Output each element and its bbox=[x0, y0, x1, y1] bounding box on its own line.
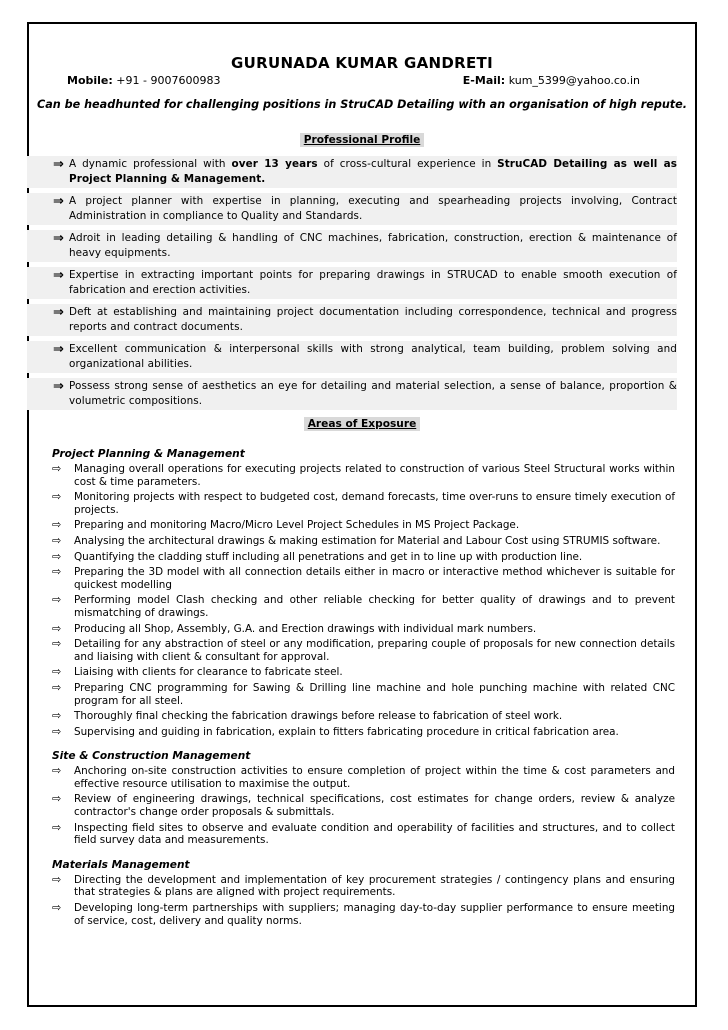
list-item bbox=[52, 822, 675, 847]
outline-arrow-icon: ⇨ bbox=[52, 901, 62, 915]
outline-arrow-icon: ⇨ bbox=[52, 709, 62, 723]
list-item bbox=[52, 566, 675, 591]
outline-arrow-icon: ⇨ bbox=[52, 533, 62, 547]
mobile-value: +91 - 9007600983 bbox=[116, 74, 221, 87]
double-arrow-icon: ⇒ bbox=[53, 157, 64, 172]
group-title: Site & Construction Management bbox=[52, 750, 251, 763]
list-item-text: Inspecting field sites to observe and evaluate condition and operability of facilities and structures, and to collect field survey data and measurements. bbox=[74, 821, 675, 847]
list-item bbox=[52, 902, 675, 927]
outline-arrow-icon: ⇨ bbox=[52, 637, 62, 651]
objective-statement: Can be headhunted for challenging positions in StruCAD Detailing with an organisation of high repute. bbox=[36, 98, 687, 111]
list-item-text: Preparing the 3D model with all connection details either in macro or interactive method whichever is suitable for quickest modelling bbox=[74, 566, 675, 591]
email-contact bbox=[463, 74, 640, 87]
email-label: E-Mail: bbox=[462, 74, 506, 87]
outline-arrow-icon: ⇨ bbox=[52, 792, 62, 806]
list-item bbox=[52, 594, 675, 619]
profile-text: Deft at establishing and maintaining project documentation including correspondence, technical and progress reports and contract documents. bbox=[69, 306, 677, 333]
list-item-text: Preparing CNC programming for Sawing & Drilling line machine and hole punching machine with related CNC program for all steel. bbox=[74, 681, 675, 707]
profile-text: Expertise in extracting important points for preparing drawings in STRUCAD to enable smooth execution of fabrication and erection activities. bbox=[69, 269, 677, 296]
profile-item bbox=[27, 156, 677, 188]
profile-text: of cross-cultural experience in bbox=[317, 158, 498, 170]
list-item bbox=[52, 874, 675, 899]
list-item-text: Performing model Clash checking and other reliable checking for better quality of drawings and to prevent mismatching of drawings. bbox=[74, 594, 675, 619]
list-item bbox=[52, 551, 675, 564]
list-item-text: Liaising with clients for clearance to fabricate steel. bbox=[74, 666, 343, 679]
outline-arrow-icon: ⇨ bbox=[52, 549, 62, 563]
list-item bbox=[52, 666, 675, 679]
section-title-text: Professional Profile bbox=[300, 133, 425, 147]
group-title: Project Planning & Management bbox=[52, 448, 245, 460]
outline-arrow-icon: ⇨ bbox=[52, 724, 62, 738]
list-item bbox=[52, 638, 675, 663]
profile-highlight: over 13 years bbox=[231, 158, 318, 170]
list-item-text: Managing overall operations for executing projects related to construction of various Steel Structural works within cost & time parameters. bbox=[74, 463, 675, 488]
profile-text: Adroit in leading detailing & handling of CNC machines, fabrication, construction, erection & maintenance of heavy equipments. bbox=[69, 232, 677, 259]
list-item bbox=[52, 519, 675, 532]
list-item-text: Anchoring on-site construction activities to ensure completion of project within the time & cost parameters and effective resource utilisation to maximise the output. bbox=[74, 765, 675, 790]
list-item-text: Producing all Shop, Assembly, G.A. and Erection drawings with individual mark numbers. bbox=[74, 622, 537, 635]
outline-arrow-icon: ⇨ bbox=[52, 490, 62, 504]
areas-of-exposure-list bbox=[52, 448, 675, 930]
outline-arrow-icon: ⇨ bbox=[52, 872, 62, 886]
group-spacer bbox=[52, 741, 675, 750]
candidate-name: GURUNADA KUMAR GANDRETI bbox=[231, 54, 493, 72]
list-item bbox=[52, 463, 675, 488]
list-item-text: Thoroughly final checking the fabrication drawings before release to fabrication of steel work. bbox=[74, 710, 563, 723]
list-item bbox=[52, 765, 675, 790]
list-item bbox=[52, 535, 675, 548]
double-arrow-icon: ⇒ bbox=[53, 231, 64, 246]
profile-item bbox=[27, 378, 677, 410]
list-item-text: Quantifying the cladding stuff including all penetrations and get in to line up with production line. bbox=[74, 550, 583, 563]
double-arrow-icon: ⇒ bbox=[53, 305, 64, 320]
profile-text: Excellent communication & interpersonal skills with strong analytical, team building, problem solving and organizational abilities. bbox=[69, 343, 677, 370]
list-item-text: Developing long-term partnerships with suppliers; managing day-to-day supplier performance to ensure meeting of service, cost, delivery and quality norms. bbox=[74, 902, 675, 927]
profile-item bbox=[27, 341, 677, 373]
list-item bbox=[52, 710, 675, 723]
profile-text: A project planner with expertise in planning, executing and spearheading projects involving, Contract Administration in compliance to Quality and Standards. bbox=[69, 195, 677, 222]
list-item-text: Directing the development and implementation of key procurement strategies / contingency plans and ensuring that strategies & plans are aligned with project requirements. bbox=[74, 873, 675, 899]
outline-arrow-icon: ⇨ bbox=[52, 680, 62, 694]
profile-item bbox=[27, 193, 677, 225]
profile-text: A dynamic professional with bbox=[69, 158, 232, 170]
email-value: kum_5399@yahoo.co.in bbox=[508, 74, 640, 87]
list-item-text: Preparing and monitoring Macro/Micro Level Project Schedules in MS Project Package. bbox=[74, 519, 520, 532]
mobile-contact bbox=[67, 74, 220, 87]
list-item bbox=[52, 682, 675, 707]
mobile-label: Mobile: bbox=[67, 74, 113, 87]
section-title-text: Areas of Exposure bbox=[304, 417, 421, 431]
outline-arrow-icon: ⇨ bbox=[52, 593, 62, 607]
professional-profile-list bbox=[27, 156, 677, 415]
list-item-text: Monitoring projects with respect to budgeted cost, demand forecasts, time over-runs to ensure timely execution of projects. bbox=[74, 491, 675, 516]
double-arrow-icon: ⇒ bbox=[53, 268, 64, 283]
list-item-text: Analysing the architectural drawings & making estimation for Material and Labour Cost using STRUMIS software. bbox=[74, 534, 661, 547]
list-item bbox=[52, 726, 675, 739]
section-title-professional-profile bbox=[29, 128, 695, 147]
profile-highlight: StruCAD Detailing as well as Project Planning & Management. bbox=[69, 158, 677, 185]
double-arrow-icon: ⇒ bbox=[53, 194, 64, 209]
list-item bbox=[52, 623, 675, 636]
double-arrow-icon: ⇒ bbox=[53, 342, 64, 357]
profile-item bbox=[27, 304, 677, 336]
group-spacer bbox=[52, 850, 675, 859]
group-title: Materials Management bbox=[52, 858, 190, 871]
profile-item bbox=[27, 267, 677, 299]
list-item bbox=[52, 491, 675, 516]
double-arrow-icon: ⇒ bbox=[53, 379, 64, 394]
outline-arrow-icon: ⇨ bbox=[52, 764, 62, 778]
list-item-text: Supervising and guiding in fabrication, explain to fitters fabricating procedure in critical fabrication area. bbox=[74, 725, 619, 738]
list-item-text: Review of engineering drawings, technical specifications, cost estimates for change orders, review & analyze contractor's change order proposals & submittals. bbox=[74, 793, 675, 819]
outline-arrow-icon: ⇨ bbox=[52, 621, 62, 635]
profile-text: Possess strong sense of aesthetics an eye for detailing and material selection, a sense of balance, proportion & volumetric compositions. bbox=[69, 380, 677, 407]
list-item bbox=[52, 793, 675, 818]
list-item-text: Detailing for any abstraction of steel or any modification, preparing couple of proposals for new connection details and liaising with client & consultant for approval. bbox=[74, 638, 675, 663]
outline-arrow-icon: ⇨ bbox=[52, 462, 62, 475]
outline-arrow-icon: ⇨ bbox=[52, 565, 62, 579]
outline-arrow-icon: ⇨ bbox=[52, 665, 62, 679]
outline-arrow-icon: ⇨ bbox=[52, 518, 62, 532]
profile-item bbox=[27, 230, 677, 262]
outline-arrow-icon: ⇨ bbox=[52, 820, 62, 834]
